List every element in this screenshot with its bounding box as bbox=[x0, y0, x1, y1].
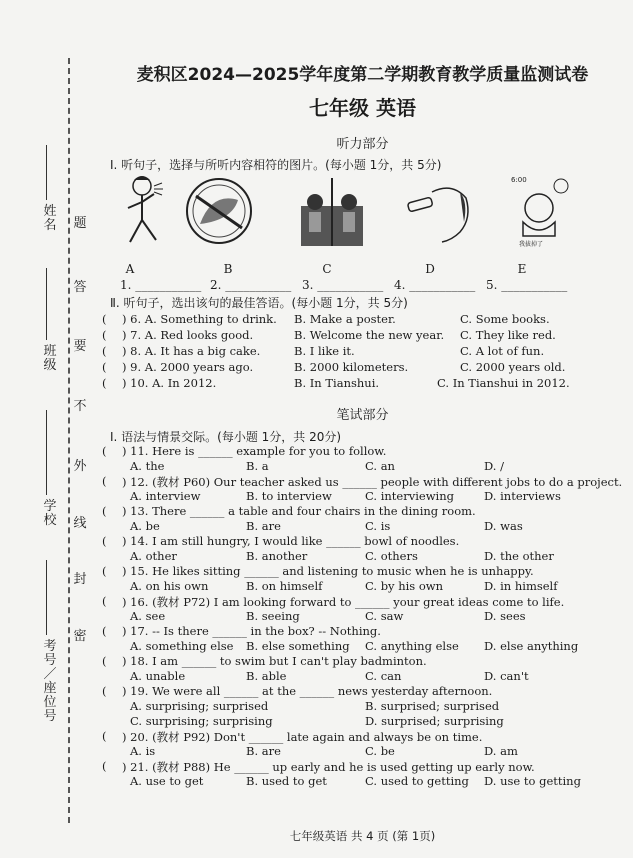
exam-subtitle: 七年级 英语 bbox=[309, 96, 416, 120]
school-field-label: 学校 bbox=[43, 499, 57, 528]
food-plate-picture bbox=[182, 172, 256, 250]
binding-margin bbox=[0, 0, 92, 858]
seal-char: 密 bbox=[73, 629, 87, 644]
seal-char: 外 bbox=[73, 459, 87, 474]
picture-letter: E bbox=[517, 262, 527, 276]
cut-line bbox=[68, 58, 70, 823]
seal-char: 不 bbox=[73, 399, 87, 414]
answer-blank[interactable]: 5. ___________ bbox=[486, 278, 568, 292]
seal-char: 封 bbox=[73, 572, 87, 587]
class-field-label: 班级 bbox=[43, 344, 57, 373]
picture-letter: A bbox=[125, 262, 135, 276]
picture-letter: C bbox=[322, 262, 332, 276]
ping-pong-picture bbox=[295, 172, 369, 250]
answer-blank[interactable]: 3. ___________ bbox=[302, 278, 384, 292]
picture-letter: B bbox=[223, 262, 233, 276]
writing-heading: 笔试部分 bbox=[336, 408, 389, 423]
writing-part1-instruction: Ⅰ. 语法与情景交际。(每小题 1分，共 20分) bbox=[110, 430, 342, 444]
svg-text:6:00: 6:00 bbox=[511, 176, 527, 184]
answer-blank[interactable]: 1. ___________ bbox=[120, 278, 202, 292]
exam-number-field-label: 考号／座位号 bbox=[43, 639, 57, 724]
answer-blank[interactable]: 4. ___________ bbox=[394, 278, 476, 292]
listening-heading: 听力部分 bbox=[336, 137, 389, 152]
listening-part2-instruction: Ⅱ. 听句子，选出该句的最佳答语。(每小题 1分，共 5分) bbox=[110, 296, 408, 310]
exam-number-field-line bbox=[46, 560, 47, 635]
exam-title: 麦积区2024—2025学年度第二学期教育教学质量监测试卷 bbox=[136, 65, 589, 85]
name-field-label: 姓名 bbox=[43, 204, 57, 233]
listening-part1-instruction: Ⅰ. 听句子，选择与所听内容相符的图片。(每小题 1分，共 5分) bbox=[110, 158, 442, 172]
page-footer: 七年级英语 共 4 页 (第 1页) bbox=[289, 829, 436, 843]
seal-char: 要 bbox=[73, 339, 87, 354]
drinking-person-picture bbox=[402, 172, 476, 250]
answer-blank[interactable]: 2. ___________ bbox=[210, 278, 292, 292]
picture-letter: D bbox=[425, 262, 435, 276]
coughing-person-picture bbox=[112, 172, 186, 250]
picture-row bbox=[112, 172, 617, 252]
school-field-line bbox=[46, 410, 47, 495]
seal-char: 答 bbox=[73, 280, 87, 295]
name-field-line bbox=[46, 145, 47, 200]
seal-char: 题 bbox=[73, 216, 87, 231]
sleepy-person-picture bbox=[507, 172, 581, 250]
class-field-line bbox=[46, 268, 47, 340]
picture-e-caption: 我拔掉了 bbox=[519, 241, 544, 248]
seal-char: 线 bbox=[73, 516, 87, 531]
